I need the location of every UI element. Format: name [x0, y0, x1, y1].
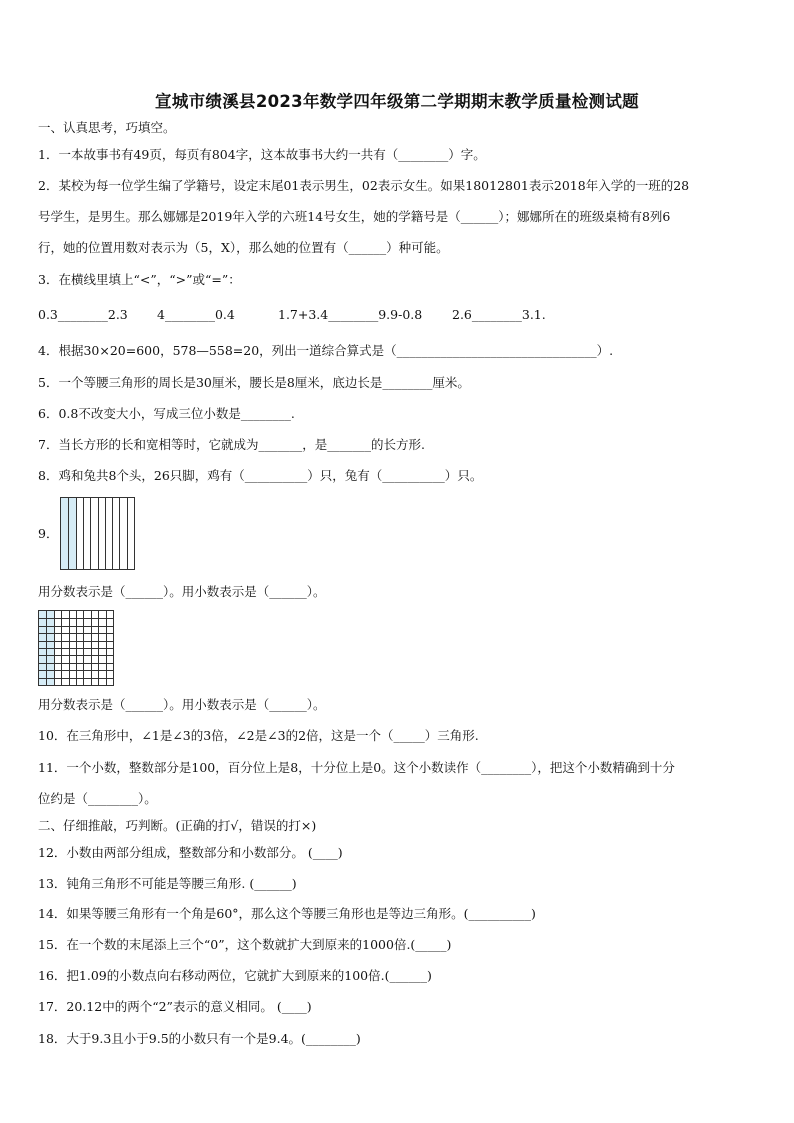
grid-cell — [106, 678, 113, 685]
question-15: 15．在一个数的末尾添上三个“0”，这个数就扩大到原来的1000倍.(_____) — [38, 937, 452, 952]
compare-item-3: 1.7+3.4________9.9-0.8 — [278, 307, 423, 322]
grid-cell — [98, 626, 105, 633]
grid-cell — [76, 611, 83, 618]
grid-cell — [54, 663, 61, 670]
section2-heading: 二、仔细推敲，巧判断。(正确的打√，错误的打×) — [38, 818, 317, 833]
grid-cell — [69, 663, 76, 670]
grid-cell — [54, 633, 61, 640]
page-title: 宣城市绩溪县2023年数学四年级第二学期期末教学质量检测试题 — [155, 92, 639, 111]
grid-cell-shaded — [46, 663, 53, 670]
grid-cell — [61, 648, 68, 655]
grid-cell — [61, 626, 68, 633]
section1-heading: 一、认真思考，巧填空。 — [38, 120, 176, 135]
grid-cell-shaded — [46, 678, 53, 685]
grid-cell — [61, 670, 68, 677]
grid-cell — [98, 611, 105, 618]
grid-cell — [54, 670, 61, 677]
grid-cell-shaded — [46, 648, 53, 655]
compare-item-1: 0.3________2.3 — [38, 307, 128, 322]
grid-cell — [69, 633, 76, 640]
question-3: 3．在横线里填上“<”，“>”或“=”： — [38, 272, 241, 287]
grid-cell — [83, 626, 90, 633]
grid-cell — [106, 618, 113, 625]
question-6: 6．0.8不改变大小，写成三位小数是________. — [38, 406, 295, 421]
grid-cell — [98, 663, 105, 670]
grid-cell — [76, 641, 83, 648]
grid-cell — [98, 618, 105, 625]
grid-cell — [91, 633, 98, 640]
grid-cell-shaded — [46, 641, 53, 648]
question-14: 14．如果等腰三角形有一个角是60°，那么这个等腰三角形也是等边三角形。(__________) — [38, 906, 536, 921]
question-12: 12．小数由两部分组成，整数部分和小数部分。 (____) — [38, 845, 343, 860]
grid-cell — [106, 626, 113, 633]
question-11-line2: 位约是（________）。 — [38, 791, 157, 806]
grid-cell — [54, 648, 61, 655]
compare-item-2: 4________0.4 — [157, 307, 235, 322]
question-9-answer-2: 用分数表示是（______）。用小数表示是（______）。 — [38, 697, 326, 712]
grid-cell — [91, 670, 98, 677]
grid-cell-shaded — [46, 633, 53, 640]
question-18: 18．大于9.3且小于9.5的小数只有一个是9.4。(________) — [38, 1031, 361, 1046]
strip-cell — [105, 498, 112, 569]
grid-cell — [91, 648, 98, 655]
grid-cell — [54, 626, 61, 633]
grid-cell — [91, 626, 98, 633]
grid-cell — [98, 641, 105, 648]
grid-cell — [91, 655, 98, 662]
grid-cell — [106, 611, 113, 618]
strip-cell — [83, 498, 90, 569]
grid-cell — [98, 670, 105, 677]
question-4: 4．根据30×20=600，578—558=20，列出一道综合算式是（________________________________）. — [38, 343, 614, 358]
grid-cell-shaded — [39, 663, 46, 670]
hundredths-grid-figure — [38, 610, 114, 686]
grid-cell — [106, 663, 113, 670]
grid-cell — [76, 626, 83, 633]
strip-cell — [90, 498, 97, 569]
grid-cell — [106, 641, 113, 648]
grid-cell-shaded — [39, 641, 46, 648]
grid-cell — [69, 641, 76, 648]
grid-cell — [54, 678, 61, 685]
question-13: 13．钝角三角形不可能是等腰三角形. (______) — [38, 876, 297, 891]
question-2-line2: 号学生，是男生。那么娜娜是2019年入学的六班14号女生，她的学籍号是（______）；娜娜所在的班级桌椅有8列6 — [38, 209, 671, 224]
question-1: 1．一本故事书有49页，每页有804字，这本故事书大约一共有（________）字。 — [38, 147, 486, 162]
grid-cell — [69, 678, 76, 685]
question-2-line1: 2．某校为每一位学生编了学籍号，设定末尾01表示男生，02表示女生。如果18012801表示2018年入学的一班的28 — [38, 178, 690, 193]
grid-cell — [83, 670, 90, 677]
question-9-label: 9． — [38, 526, 59, 541]
grid-cell-shaded — [39, 626, 46, 633]
grid-cell — [83, 655, 90, 662]
grid-cell — [83, 611, 90, 618]
grid-cell-shaded — [39, 655, 46, 662]
strip-cell-shaded — [61, 498, 68, 569]
strip-cell — [112, 498, 119, 569]
grid-cell — [76, 633, 83, 640]
grid-cell-shaded — [46, 618, 53, 625]
grid-cell-shaded — [46, 626, 53, 633]
grid-cell — [91, 611, 98, 618]
question-9-answer-1: 用分数表示是（______）。用小数表示是（______）。 — [38, 584, 326, 599]
grid-cell — [91, 678, 98, 685]
grid-cell — [83, 641, 90, 648]
grid-cell — [106, 648, 113, 655]
grid-cell — [76, 648, 83, 655]
grid-cell — [91, 663, 98, 670]
grid-cell — [91, 641, 98, 648]
grid-cell — [69, 655, 76, 662]
question-8: 8．鸡和兔共8个头，26只脚，鸡有（__________）只，兔有（__________）只。 — [38, 468, 483, 483]
grid-cell — [98, 678, 105, 685]
grid-cell — [106, 670, 113, 677]
grid-cell — [61, 641, 68, 648]
grid-cell — [83, 678, 90, 685]
grid-cell — [76, 655, 83, 662]
grid-cell — [83, 663, 90, 670]
strip-cell — [76, 498, 83, 569]
grid-cell — [83, 633, 90, 640]
grid-cell — [76, 678, 83, 685]
grid-cell — [91, 618, 98, 625]
grid-cell — [69, 670, 76, 677]
grid-cell — [61, 678, 68, 685]
grid-cell — [98, 633, 105, 640]
strip-cell — [98, 498, 105, 569]
grid-cell — [69, 648, 76, 655]
question-2-line3: 行，她的位置用数对表示为（5，X），那么她的位置有（______）种可能。 — [38, 240, 449, 255]
grid-cell — [54, 618, 61, 625]
question-16: 16．把1.09的小数点向右移动两位，它就扩大到原来的100倍.(______) — [38, 968, 432, 983]
grid-cell — [69, 611, 76, 618]
grid-cell-shaded — [46, 670, 53, 677]
grid-cell — [83, 618, 90, 625]
grid-cell — [76, 670, 83, 677]
grid-cell-shaded — [39, 611, 46, 618]
strip-cell — [119, 498, 126, 569]
grid-cell — [69, 626, 76, 633]
question-17: 17．20.12中的两个“2”表示的意义相同。 (____) — [38, 999, 312, 1014]
compare-item-4: 2.6________3.1. — [452, 307, 546, 322]
grid-cell — [76, 663, 83, 670]
grid-cell — [83, 648, 90, 655]
grid-cell-shaded — [39, 618, 46, 625]
grid-cell — [61, 618, 68, 625]
grid-cell — [61, 633, 68, 640]
grid-cell — [54, 641, 61, 648]
grid-cell-shaded — [46, 611, 53, 618]
question-7: 7．当长方形的长和宽相等时，它就成为_______，是_______的长方形. — [38, 437, 425, 452]
question-11-line1: 11．一个小数，整数部分是100，百分位上是8，十分位上是0。这个小数读作（________），把这个小数精确到十分 — [38, 760, 675, 775]
grid-cell — [61, 663, 68, 670]
grid-cell-shaded — [39, 670, 46, 677]
grid-cell — [61, 655, 68, 662]
grid-cell-shaded — [39, 633, 46, 640]
grid-cell — [61, 611, 68, 618]
grid-cell — [106, 633, 113, 640]
strip-cell — [127, 498, 134, 569]
grid-cell — [69, 618, 76, 625]
tenths-strip-figure — [60, 497, 135, 570]
question-10: 10．在三角形中，∠1是∠3的3倍，∠2是∠3的2倍，这是一个（_____）三角形. — [38, 728, 479, 743]
grid-cell — [98, 655, 105, 662]
grid-cell-shaded — [39, 678, 46, 685]
grid-cell — [54, 611, 61, 618]
grid-cell — [98, 648, 105, 655]
grid-cell — [54, 655, 61, 662]
question-5: 5．一个等腰三角形的周长是30厘米，腰长是8厘米，底边长是________厘米。 — [38, 375, 470, 390]
grid-cell-shaded — [39, 648, 46, 655]
grid-cell — [106, 655, 113, 662]
strip-cell-shaded — [68, 498, 75, 569]
grid-cell — [76, 618, 83, 625]
grid-cell-shaded — [46, 655, 53, 662]
